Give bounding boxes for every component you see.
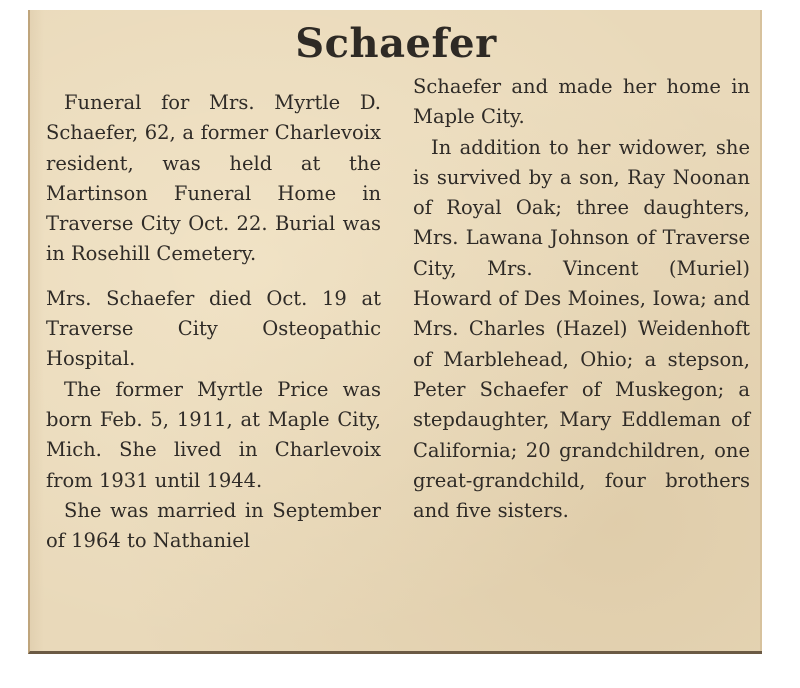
obituary-headline: Schaefer bbox=[295, 20, 497, 67]
right-column bbox=[413, 72, 750, 526]
left-column bbox=[46, 88, 381, 556]
paragraph-death: Mrs. Schaefer died Oct. 19 at Traverse City Osteopathic Hospital. bbox=[46, 286, 381, 371]
newspaper-clipping bbox=[28, 10, 762, 654]
paragraph-marriage-continued: Schaefer and made her home in Maple City. bbox=[413, 75, 750, 129]
paragraph-survivors: In addition to her widower, she is survived by a son, Ray Noonan of Royal Oak; three daughters, Mrs. Lawana Johnson of Traverse City, Mrs. Vincent (Muriel) Howard of Des Moines, Iowa; and Mrs. Charles (Hazel) Weidenhoft of Marblehead, Ohio; a stepson, Peter Schaefer of Muskegon; a stepdaughter, Mary Eddleman of California; 20 grandchildren, one great-grandchild, four brothers and five sisters. bbox=[413, 135, 750, 523]
paragraph-birth: The former Myrtle Price was born Feb. 5, 1911, at Maple City, Mich. She lived in Charlevoix from 1931 until 1944. bbox=[46, 377, 381, 492]
paragraph-marriage: She was married in September of 1964 to Nathaniel bbox=[46, 498, 381, 553]
paragraph-funeral: Funeral for Mrs. Myrtle D. Schaefer, 62, a former Charlevoix resident, was held at the Martinson Funeral Home in Traverse City Oct. 22. Burial was in Rosehill Cemetery. bbox=[46, 91, 381, 266]
